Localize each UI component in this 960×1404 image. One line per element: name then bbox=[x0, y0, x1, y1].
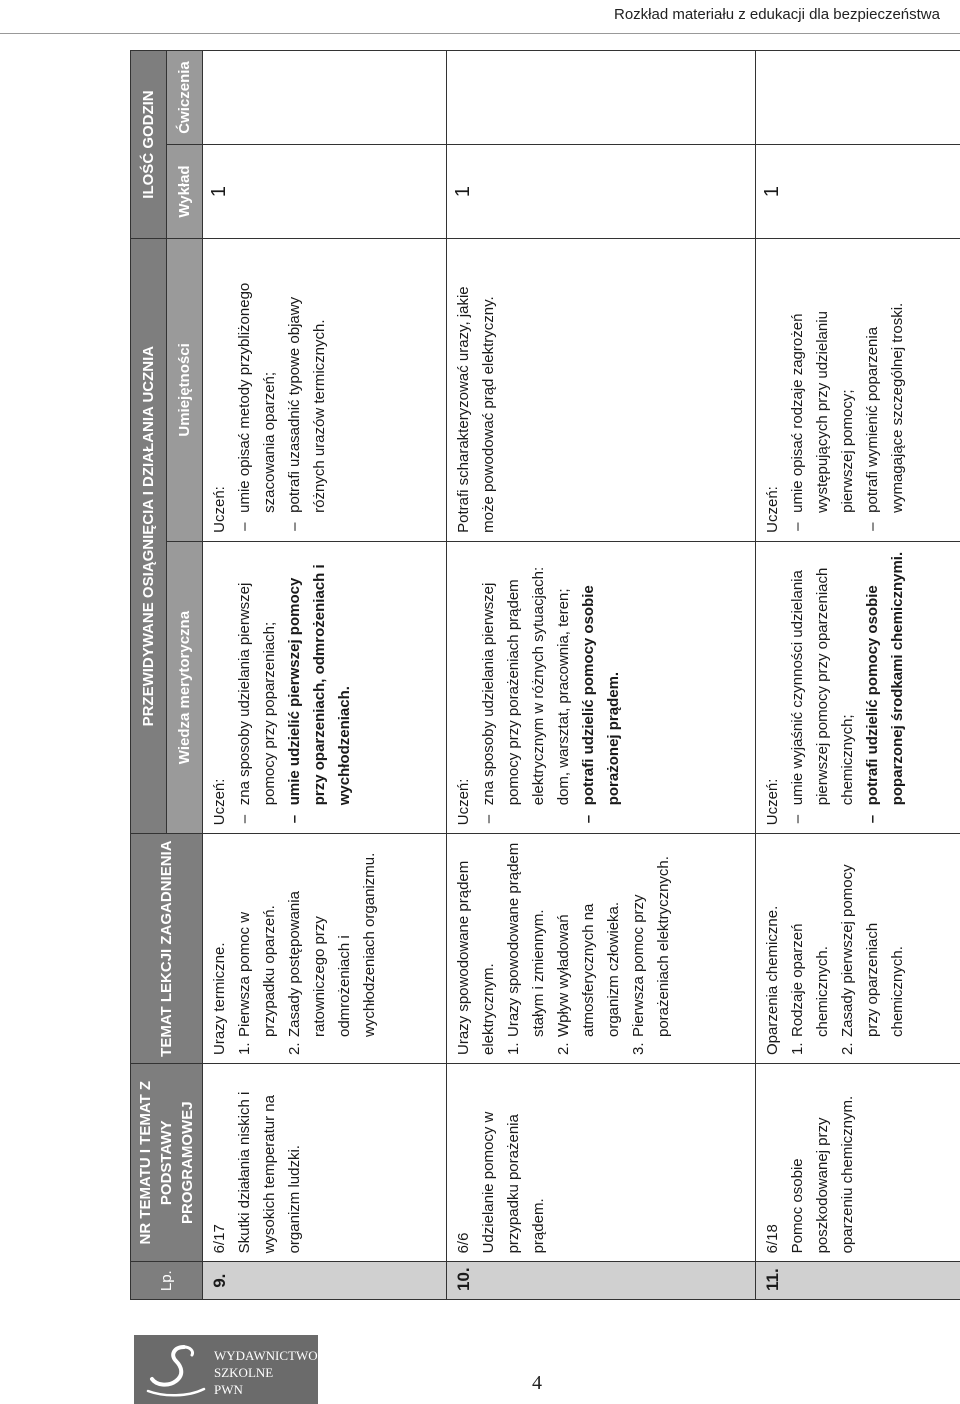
lesson-item-number: 3. bbox=[629, 1042, 647, 1055]
knowledge-cell bbox=[203, 541, 447, 833]
exercise-hours bbox=[446, 51, 756, 145]
lesson-title: Oparzenia chemiczne. bbox=[764, 905, 782, 1055]
skills-item: – umie opisać metody przybliżonego szacowania oparzeń; bbox=[232, 247, 282, 533]
knowledge-cell bbox=[446, 541, 756, 833]
lecture-hours: 1 bbox=[446, 145, 756, 239]
knowledge-item-bold: – umie udzielić pierwszej pomocy przy oparzeniach, odmrożeniach i wychłodzeniach. bbox=[282, 550, 357, 825]
skills-text: Potrafi scharakteryzować urazy, jakie może powodować prąd elektryczny. bbox=[454, 286, 497, 533]
knowledge-intro: Uczeń: bbox=[764, 778, 782, 826]
header-ilosc-godzin: ILOŚĆ GODZIN bbox=[131, 51, 167, 239]
skills-item: – umie opisać rodzaje zagrożeń występujących przy udzielaniu pierwszej pomocy; bbox=[785, 247, 860, 533]
topic-code: 6/17 bbox=[211, 1224, 228, 1254]
header-lp: Lp. bbox=[131, 1262, 203, 1300]
lesson-item-number: 1. bbox=[789, 1042, 807, 1055]
table-row bbox=[756, 51, 960, 1300]
running-header: Rozkład materiału z edukacji dla bezpieczeństwa bbox=[613, 6, 940, 23]
publisher-line: PWN bbox=[214, 1382, 243, 1397]
lesson-item-number: 2. bbox=[286, 1042, 303, 1055]
lesson-item bbox=[785, 842, 835, 1055]
lesson-title: Urazy termiczne. bbox=[211, 942, 228, 1055]
header-przewidywane: PRZEWIDYWANE OSIĄGNIĘCIA I DZIAŁANIA UCZNIA bbox=[131, 239, 167, 834]
knowledge-item: – zna sposoby udzielania pierwszej pomocy przy porażeniach prądem elektrycznym w różnych sytuacjach: dom, warsztat, pracownia, teren; bbox=[476, 550, 576, 825]
row-number: 10. bbox=[446, 1262, 756, 1300]
skills-intro: Uczeń: bbox=[764, 486, 782, 533]
lecture-hours: 1 bbox=[756, 145, 960, 239]
lesson-item-number: 2. bbox=[839, 1042, 857, 1055]
swan-logo-icon bbox=[140, 1341, 210, 1399]
lesson-item-text: Zasady postępowania ratowniczego przy odmrożeniach i wychłodzeniach organizmu. bbox=[286, 852, 378, 1037]
lesson-item-text: Pierwsza pomoc w przypadku oparzeń. bbox=[236, 905, 278, 1037]
publisher-line: WYDAWNICTWO bbox=[214, 1348, 318, 1363]
table-row bbox=[203, 51, 447, 1300]
header-nr-tematu: NR TEMATU I TEMAT Z PODSTAWY PROGRAMOWEJ bbox=[131, 1064, 203, 1262]
lesson-item-number: 2. bbox=[554, 1042, 572, 1055]
publisher-line: SZKOLNE bbox=[214, 1365, 274, 1380]
skills-cell bbox=[756, 239, 960, 542]
skills-item: – potrafi uzasadnić typowe objawy różnych urazów termicznych. bbox=[282, 247, 332, 533]
skills-cell bbox=[203, 239, 447, 542]
header-umiejetnosci: Umiejętności bbox=[167, 239, 203, 542]
exercise-hours bbox=[203, 51, 447, 145]
knowledge-item: – zna sposoby udzielania pierwszej pomocy przy poparzeniach; bbox=[232, 550, 282, 825]
lecture-hours: 1 bbox=[203, 145, 447, 239]
lesson-item-number: 1. bbox=[504, 1042, 522, 1055]
lesson-item bbox=[551, 842, 626, 1055]
lesson-plan-table bbox=[130, 50, 960, 1300]
lesson-cell bbox=[756, 834, 960, 1064]
lesson-cell bbox=[446, 834, 756, 1064]
exercise-hours bbox=[756, 51, 960, 145]
lesson-cell bbox=[203, 834, 447, 1064]
header-wiedza: Wiedza merytoryczna bbox=[167, 541, 203, 833]
knowledge-item: – umie wyjaśnić czynności udzielania pierwszej pomocy przy oparzeniach chemicznych; bbox=[785, 550, 860, 825]
knowledge-item-bold: – potrafi udzielić pomocy osobie poparzonej środkami chemicznymi. bbox=[860, 550, 910, 825]
topic-code: 6/6 bbox=[454, 1232, 472, 1254]
skills-intro: Uczeń: bbox=[211, 486, 228, 533]
header-cwiczenia: Ćwiczenia bbox=[167, 51, 203, 145]
page-number: 4 bbox=[532, 1372, 542, 1394]
lesson-plan-table-rotated bbox=[130, 50, 955, 1300]
topic-code: 6/18 bbox=[764, 1224, 782, 1254]
lesson-item-text: Zasady pierwszej pomocy przy oparzeniach chemicznych. bbox=[839, 864, 907, 1037]
lesson-item-text: Wpływ wyładowań atmosferycznych na organizm człowieka. bbox=[554, 901, 622, 1037]
lesson-item-text: Rodzaje oparzeń chemicznych. bbox=[789, 923, 832, 1037]
header-wyklad: Wykład bbox=[167, 145, 203, 239]
table-row bbox=[446, 51, 756, 1300]
topic-text: Udzielanie pomocy w przypadku porażenia prądem. bbox=[479, 1111, 547, 1254]
topic-text: Skutki działania niskich i wysokich temperatur na organizm ludzki. bbox=[236, 1091, 303, 1254]
lesson-item bbox=[626, 842, 676, 1055]
lesson-item-text: Pierwsza pomoc przy porażeniach elektrycznych. bbox=[629, 856, 672, 1037]
knowledge-intro: Uczeń: bbox=[211, 778, 228, 826]
header-rule bbox=[0, 33, 960, 34]
lesson-item bbox=[501, 842, 551, 1055]
lesson-item bbox=[835, 842, 910, 1055]
lesson-item bbox=[282, 842, 382, 1055]
publisher-name bbox=[214, 1347, 318, 1398]
topic-cell bbox=[756, 1064, 960, 1262]
skills-item: – potrafi wymienić poparzenia wymagające szczególnej troski. bbox=[860, 247, 910, 533]
header-temat-lekcji: TEMAT LEKCJI ZAGADNIENIA bbox=[131, 834, 203, 1064]
knowledge-item-bold: – potrafi udzielić pomocy osobie porażonej prądem. bbox=[576, 550, 626, 825]
knowledge-cell bbox=[756, 541, 960, 833]
row-number: 9. bbox=[203, 1262, 447, 1300]
lesson-item-text: Urazy spowodowane prądem stałym i zmiennym. bbox=[504, 842, 547, 1037]
row-number: 11. bbox=[756, 1262, 960, 1300]
topic-cell bbox=[203, 1064, 447, 1262]
topic-text: Pomoc osobie poszkodowanej przy oparzeniu chemicznym. bbox=[789, 1095, 857, 1254]
topic-cell bbox=[446, 1064, 756, 1262]
lesson-title: Urazy spowodowane prądem elektrycznym. bbox=[454, 860, 497, 1055]
skills-cell bbox=[446, 239, 756, 542]
lesson-item-number: 1. bbox=[236, 1042, 253, 1055]
lesson-item bbox=[232, 842, 282, 1055]
publisher-logo bbox=[134, 1335, 318, 1404]
knowledge-intro: Uczeń: bbox=[454, 778, 472, 826]
